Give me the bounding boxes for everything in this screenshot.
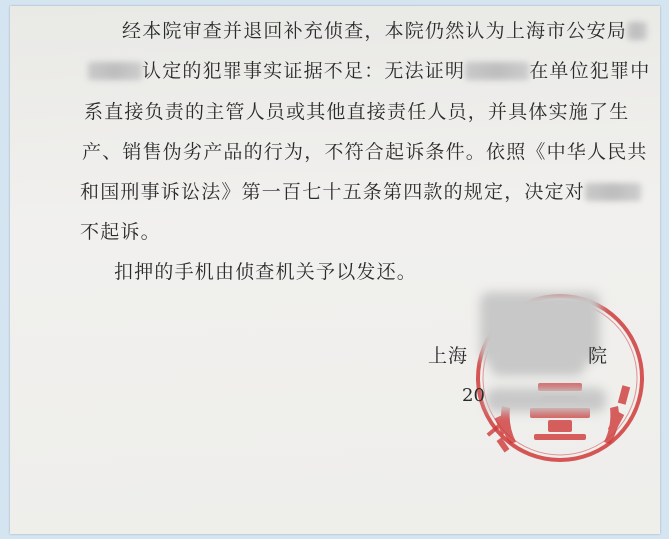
redaction-blur — [486, 388, 606, 412]
paragraph-line-2 — [88, 56, 650, 83]
redaction-blur — [627, 22, 647, 40]
redaction-blur — [88, 62, 142, 80]
signing-date: 20 — [462, 385, 485, 406]
line-1-text: 经本院审查并退回补充侦查，本院仍然认为上海市公安局 — [122, 20, 628, 42]
signing-authority — [428, 341, 608, 368]
paragraph-line-3: 系直接负责的主管人员或其他直接责任人员，并具体实施了生 — [84, 101, 630, 123]
signer-prefix: 上海 — [428, 345, 469, 367]
line-2-text-end: 在单位犯罪中 — [529, 60, 651, 82]
redaction-blur — [585, 183, 641, 201]
signer-suffix: 院 — [588, 345, 609, 367]
paragraph-line-5 — [80, 177, 641, 204]
line-5-text: 和国刑事诉讼法》第一百七十五条第四款的规定，决定对 — [80, 181, 586, 203]
paragraph-line-4: 产、销售伪劣产品的行为，不符合起诉条件。依照《中华人民共 — [82, 141, 648, 163]
line-2-text: 认定的犯罪事实证据不足：无法证明 — [142, 60, 466, 82]
paragraph-line-7: 扣押的手机由侦查机关予以发还。 — [114, 261, 418, 283]
redaction-blur — [465, 62, 529, 80]
paragraph-line-1 — [122, 16, 647, 43]
paragraph-line-6: 不起诉。 — [80, 221, 161, 243]
document-page — [10, 6, 660, 534]
